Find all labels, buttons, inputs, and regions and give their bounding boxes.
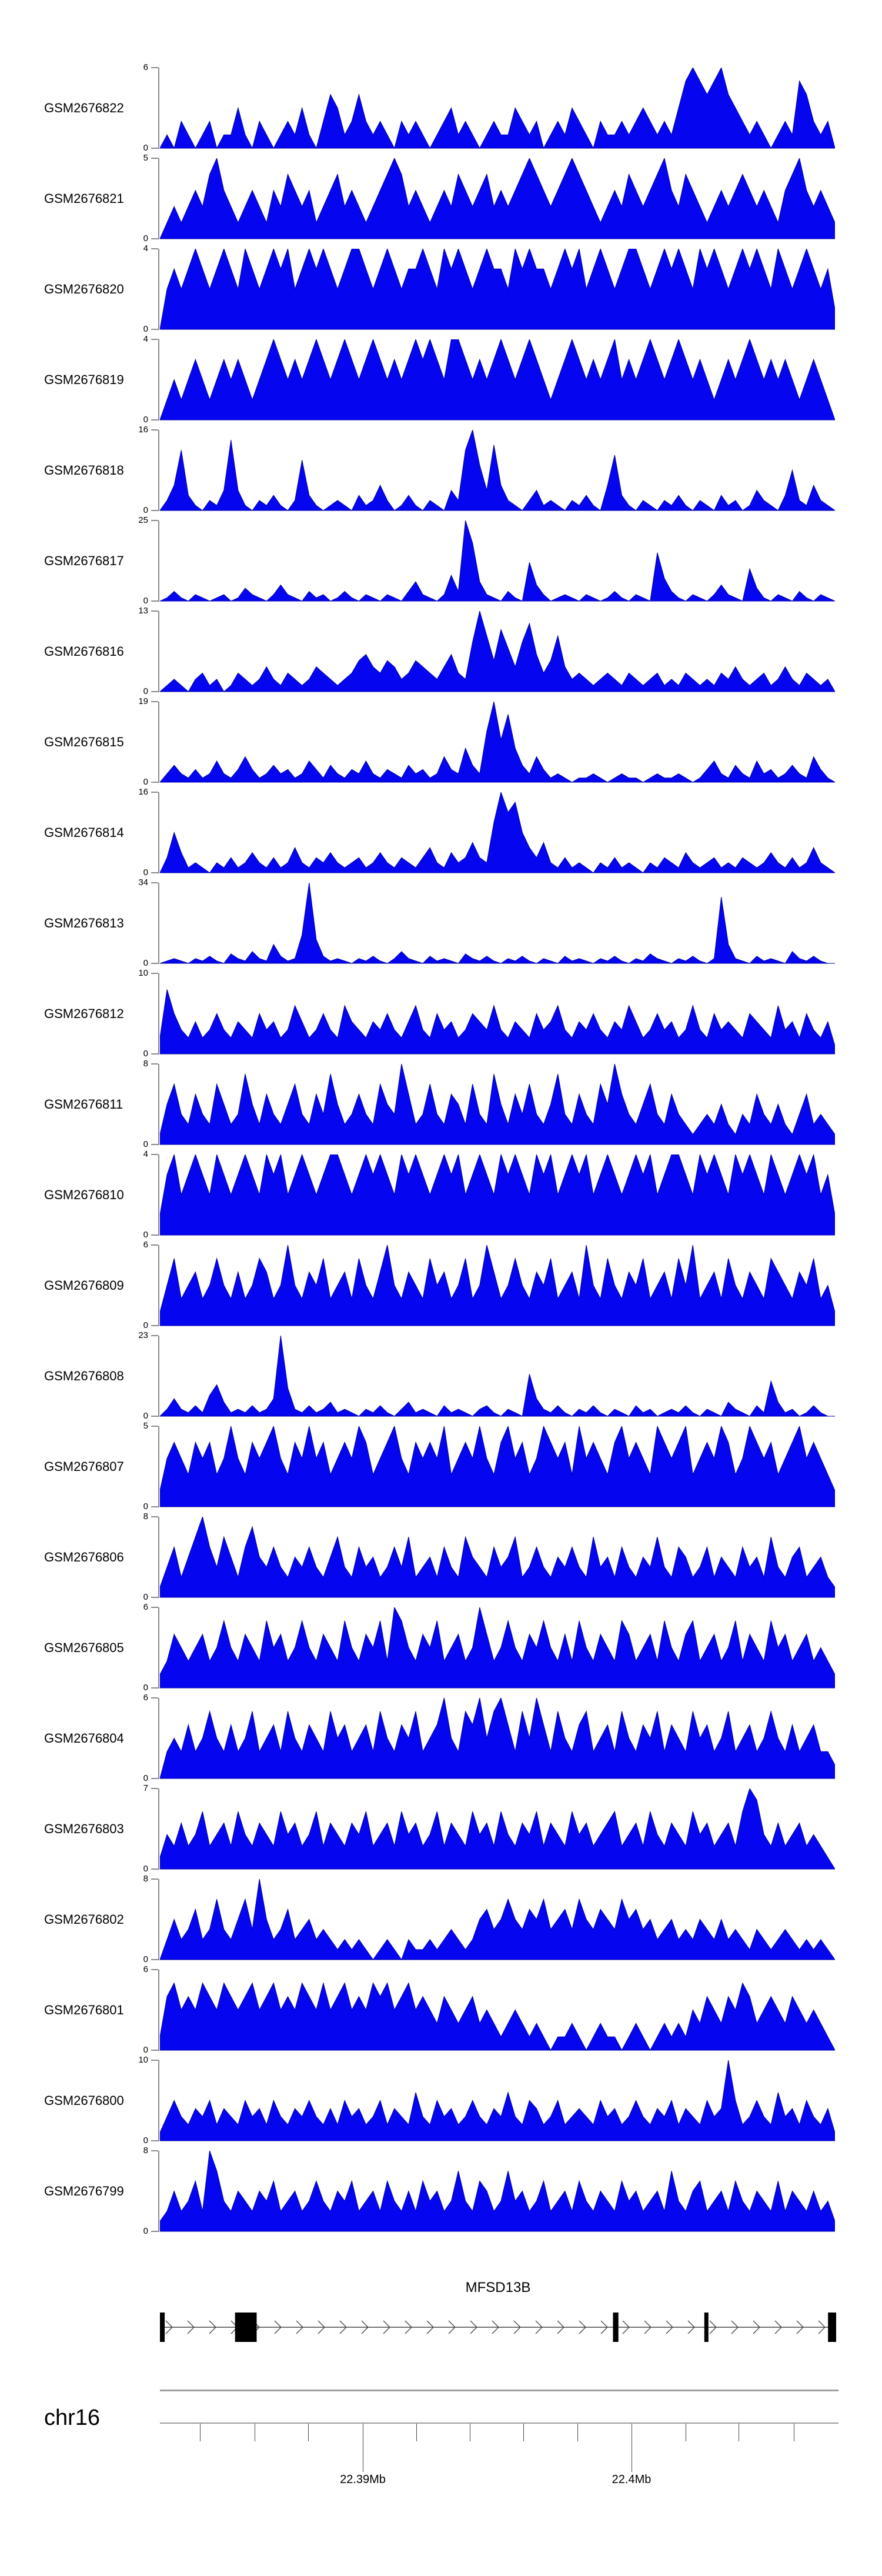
signal-area-chart xyxy=(160,430,835,511)
track-label: GSM2676817 xyxy=(44,553,124,568)
y-axis-zero-label: 0 xyxy=(143,867,148,877)
signal-area-chart xyxy=(160,702,835,783)
y-axis-zero-tick xyxy=(151,1687,158,1689)
y-axis-line xyxy=(158,1607,159,1689)
y-axis-top-tick xyxy=(151,1154,158,1155)
exon-box xyxy=(828,2313,836,2342)
y-axis-top-tick xyxy=(151,882,158,883)
y-axis-zero-label: 0 xyxy=(143,1773,148,1783)
exon-box xyxy=(704,2313,709,2342)
y-axis-top-tick xyxy=(151,1607,158,1608)
track-label: GSM2676803 xyxy=(44,1821,124,1836)
y-axis-line xyxy=(158,1426,159,1507)
y-axis-zero-label: 0 xyxy=(143,1411,148,1421)
track-label: GSM2676807 xyxy=(44,1459,124,1474)
y-axis-zero-label: 0 xyxy=(143,1592,148,1602)
y-axis-line xyxy=(158,1154,159,1236)
y-axis-top-tick xyxy=(151,1788,158,1789)
y-axis-line xyxy=(158,158,159,239)
signal-area-chart xyxy=(160,1879,835,1960)
y-axis-top-tick xyxy=(151,158,158,159)
y-axis-top-tick xyxy=(151,701,158,702)
y-axis-zero-tick xyxy=(151,419,158,421)
y-axis-max-label: 5 xyxy=(143,153,148,163)
y-axis-zero-tick xyxy=(151,963,158,964)
gene-title: MFSD13B xyxy=(465,2280,531,2295)
signal-area-chart xyxy=(160,1607,835,1689)
y-axis-zero-tick xyxy=(151,1234,158,1236)
signal-area-chart xyxy=(160,1970,835,2051)
y-axis-max-label: 6 xyxy=(143,62,148,72)
y-axis-zero-label: 0 xyxy=(143,2045,148,2055)
y-axis-line xyxy=(158,2151,159,2232)
y-axis-line xyxy=(158,2060,159,2141)
y-axis-zero-label: 0 xyxy=(143,1230,148,1240)
y-axis-zero-label: 0 xyxy=(143,324,148,334)
y-axis-line xyxy=(158,339,159,421)
y-axis-line xyxy=(158,1879,159,1960)
track-label: GSM2676822 xyxy=(44,100,124,115)
y-axis-line xyxy=(158,1970,159,2051)
y-axis-max-label: 19 xyxy=(138,696,148,706)
y-axis-max-label: 6 xyxy=(143,1964,148,1974)
y-axis-zero-tick xyxy=(151,2231,158,2232)
y-axis-zero-tick xyxy=(151,691,158,692)
y-axis-zero-label: 0 xyxy=(143,143,148,153)
signal-area-chart xyxy=(160,249,835,330)
track-label: GSM2676806 xyxy=(44,1549,124,1564)
track-label: GSM2676801 xyxy=(44,2002,124,2017)
y-axis-zero-tick xyxy=(151,782,158,783)
y-axis-max-label: 8 xyxy=(143,1874,148,1884)
y-axis-top-tick xyxy=(151,1697,158,1699)
track-label: GSM2676821 xyxy=(44,191,124,206)
y-axis-max-label: 6 xyxy=(143,1602,148,1612)
y-axis-zero-label: 0 xyxy=(143,1320,148,1330)
track-label: GSM2676802 xyxy=(44,1911,124,1927)
track-label: GSM2676816 xyxy=(44,643,124,659)
y-axis-line xyxy=(158,883,159,964)
y-axis-max-label: 4 xyxy=(143,1149,148,1159)
y-axis-zero-label: 0 xyxy=(143,2135,148,2145)
signal-area-chart xyxy=(160,1154,835,1236)
y-axis-max-label: 10 xyxy=(138,968,148,978)
signal-area-chart xyxy=(160,158,835,239)
y-axis-top-tick xyxy=(151,792,158,793)
signal-area-chart xyxy=(160,68,835,149)
y-axis-line xyxy=(158,68,159,149)
y-axis-top-tick xyxy=(151,1063,158,1065)
y-axis-max-label: 8 xyxy=(143,1059,148,1069)
y-axis-zero-tick xyxy=(151,1325,158,1326)
y-axis-zero-tick xyxy=(151,238,158,239)
signal-area-chart xyxy=(160,1788,835,1870)
y-axis-zero-label: 0 xyxy=(143,505,148,515)
ruler-minor-tick xyxy=(308,2424,309,2441)
exon-box xyxy=(235,2313,257,2342)
signal-area-chart xyxy=(160,339,835,421)
ruler-minor-tick xyxy=(200,2424,201,2441)
track-label: GSM2676820 xyxy=(44,281,124,296)
y-axis-zero-label: 0 xyxy=(143,233,148,243)
y-axis-zero-tick xyxy=(151,600,158,602)
y-axis-top-tick xyxy=(151,429,158,431)
y-axis-line xyxy=(158,1336,159,1417)
ideogram-top-line xyxy=(160,2390,838,2391)
signal-area-chart xyxy=(160,2060,835,2141)
y-axis-top-tick xyxy=(151,2060,158,2061)
y-axis-zero-label: 0 xyxy=(143,2226,148,2236)
y-axis-top-tick xyxy=(151,1878,158,1880)
signal-area-chart xyxy=(160,883,835,964)
y-axis-top-tick xyxy=(151,1516,158,1517)
y-axis-zero-tick xyxy=(151,1144,158,1145)
signal-area-chart xyxy=(160,1698,835,1779)
y-axis-line xyxy=(158,1517,159,1598)
y-axis-line xyxy=(158,1698,159,1779)
ruler-minor-tick xyxy=(523,2424,524,2441)
y-axis-zero-tick xyxy=(151,1416,158,1417)
y-axis-zero-tick xyxy=(151,1597,158,1598)
y-axis-top-tick xyxy=(151,1969,158,1970)
track-label: GSM2676805 xyxy=(44,1640,124,1655)
signal-area-chart xyxy=(160,1245,835,1326)
track-label: GSM2676810 xyxy=(44,1187,124,1202)
y-axis-zero-label: 0 xyxy=(143,1954,148,1964)
y-axis-line xyxy=(158,611,159,692)
y-axis-zero-tick xyxy=(151,1959,158,1960)
y-axis-max-label: 16 xyxy=(138,787,148,797)
y-axis-zero-label: 0 xyxy=(143,686,148,696)
signal-area-chart xyxy=(160,1336,835,1417)
y-axis-line xyxy=(158,973,159,1055)
track-label: GSM2676800 xyxy=(44,2093,124,2108)
ruler-minor-tick xyxy=(416,2424,417,2441)
track-label: GSM2676808 xyxy=(44,1368,124,1383)
track-label: GSM2676809 xyxy=(44,1277,124,1293)
y-axis-zero-label: 0 xyxy=(143,1139,148,1149)
signal-area-chart xyxy=(160,1426,835,1507)
y-axis-max-label: 4 xyxy=(143,334,148,344)
y-axis-zero-tick xyxy=(151,1053,158,1055)
signal-area-chart xyxy=(160,2151,835,2232)
signal-area-chart xyxy=(160,792,835,873)
signal-area-chart xyxy=(160,1517,835,1598)
exon-box xyxy=(160,2313,165,2342)
y-axis-top-tick xyxy=(151,973,158,974)
y-axis-top-tick xyxy=(151,339,158,340)
track-label: GSM2676811 xyxy=(44,1096,123,1112)
y-axis-zero-tick xyxy=(151,2140,158,2141)
track-label: GSM2676812 xyxy=(44,1006,124,1021)
y-axis-max-label: 7 xyxy=(143,1783,148,1793)
y-axis-line xyxy=(158,1245,159,1326)
y-axis-zero-tick xyxy=(151,510,158,511)
y-axis-max-label: 6 xyxy=(143,1693,148,1703)
ruler-minor-tick xyxy=(577,2424,578,2441)
y-axis-zero-label: 0 xyxy=(143,1683,148,1693)
gene-model xyxy=(160,2311,837,2344)
y-axis-line xyxy=(158,1788,159,1870)
track-label: GSM2676815 xyxy=(44,734,124,749)
chromosome-label: chr16 xyxy=(44,2405,101,2430)
signal-area-chart xyxy=(160,973,835,1055)
ruler-tick-label: 22.4Mb xyxy=(612,2473,652,2486)
y-axis-max-label: 10 xyxy=(138,2055,148,2065)
y-axis-zero-label: 0 xyxy=(143,1501,148,1511)
y-axis-max-label: 13 xyxy=(138,606,148,616)
y-axis-line xyxy=(158,1064,159,1145)
y-axis-line xyxy=(158,792,159,873)
y-axis-zero-tick xyxy=(151,1778,158,1779)
y-axis-max-label: 8 xyxy=(143,2145,148,2155)
y-axis-top-tick xyxy=(151,1244,158,1246)
y-axis-max-label: 4 xyxy=(143,243,148,253)
y-axis-line xyxy=(158,430,159,511)
y-axis-zero-label: 0 xyxy=(143,415,148,425)
signal-area-chart xyxy=(160,611,835,692)
y-axis-zero-tick xyxy=(151,2050,158,2051)
y-axis-max-label: 25 xyxy=(138,515,148,525)
y-axis-max-label: 6 xyxy=(143,1240,148,1250)
y-axis-zero-label: 0 xyxy=(143,1864,148,1874)
track-label: GSM2676814 xyxy=(44,825,124,840)
y-axis-max-label: 23 xyxy=(138,1330,148,1340)
y-axis-top-tick xyxy=(151,1335,158,1336)
y-axis-line xyxy=(158,249,159,330)
ruler-baseline xyxy=(160,2422,838,2424)
y-axis-zero-tick xyxy=(151,1506,158,1507)
y-axis-top-tick xyxy=(151,2150,158,2151)
y-axis-top-tick xyxy=(151,248,158,249)
y-axis-max-label: 8 xyxy=(143,1511,148,1521)
y-axis-top-tick xyxy=(151,610,158,612)
y-axis-line xyxy=(158,520,159,602)
y-axis-max-label: 5 xyxy=(143,1421,148,1431)
y-axis-max-label: 34 xyxy=(138,877,148,887)
y-axis-zero-tick xyxy=(151,148,158,149)
track-label: GSM2676804 xyxy=(44,1730,124,1746)
y-axis-zero-tick xyxy=(151,1868,158,1870)
y-axis-zero-tick xyxy=(151,329,158,330)
y-axis-max-label: 16 xyxy=(138,425,148,435)
y-axis-zero-label: 0 xyxy=(143,777,148,787)
y-axis-top-tick xyxy=(151,67,158,68)
y-axis-zero-label: 0 xyxy=(143,1049,148,1059)
track-label: GSM2676813 xyxy=(44,915,124,930)
y-axis-line xyxy=(158,702,159,783)
y-axis-top-tick xyxy=(151,520,158,521)
y-axis-zero-label: 0 xyxy=(143,596,148,606)
ruler-tick-label: 22.39Mb xyxy=(340,2473,386,2486)
track-label: GSM2676819 xyxy=(44,372,124,387)
y-axis-zero-tick xyxy=(151,872,158,873)
y-axis-zero-label: 0 xyxy=(143,958,148,968)
y-axis-top-tick xyxy=(151,1426,158,1427)
signal-area-chart xyxy=(160,1064,835,1145)
signal-area-chart xyxy=(160,520,835,602)
exon-box xyxy=(613,2313,619,2342)
track-label: GSM2676799 xyxy=(44,2183,124,2198)
track-label: GSM2676818 xyxy=(44,462,124,478)
